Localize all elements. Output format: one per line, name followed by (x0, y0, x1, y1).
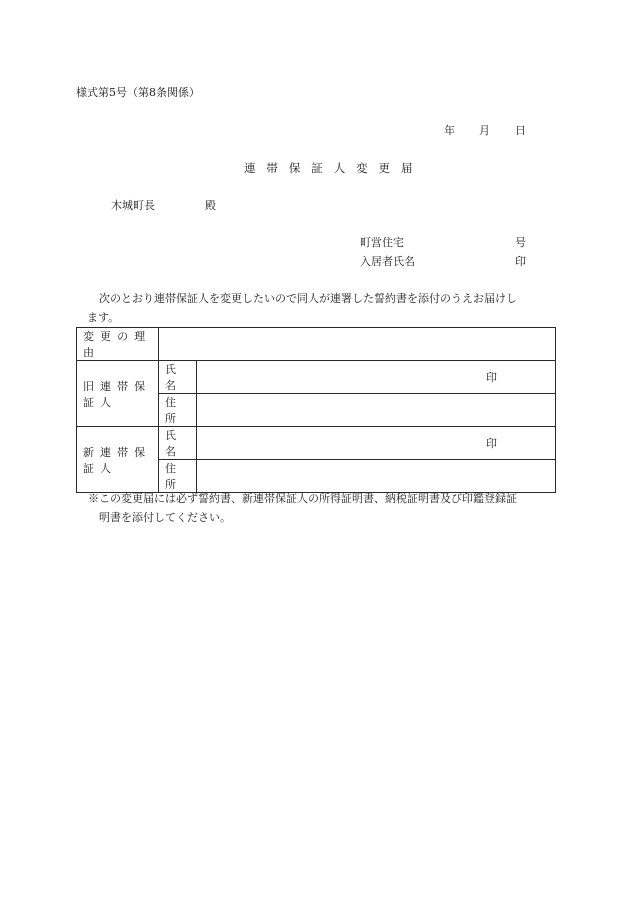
addressee-name: 木城町長 (111, 199, 155, 212)
housing-number-suffix: 号 (515, 236, 526, 249)
note-line-2: 明書を添付してください。 (99, 511, 231, 524)
date-day-label: 日 (515, 124, 526, 137)
housing-label: 町営住宅 (360, 236, 404, 249)
new-guarantor-name-label: 氏名 (159, 427, 197, 460)
reason-row (77, 328, 556, 361)
form-number: 様式第5号（第8条関係） (76, 86, 200, 99)
new-guarantor-seal-mark: 印 (486, 437, 497, 450)
old-guarantor-label: 旧連帯保証人 (77, 361, 159, 427)
new-guarantor-address-label: 住所 (159, 460, 197, 493)
old-guarantor-name-field[interactable] (197, 361, 556, 394)
old-guarantor-address-label: 住所 (159, 394, 197, 427)
date-year-label: 年 (444, 124, 455, 137)
old-guarantor-name-label: 氏名 (159, 361, 197, 394)
body-text-line-1: 次のとおり連帯保証人を変更したいので同人が連署した誓約書を添付のうえお届けし (99, 292, 517, 305)
tenant-name-label: 入居者氏名 (360, 255, 415, 268)
new-guarantor-name-row (77, 427, 556, 460)
guarantor-change-table (76, 327, 556, 493)
old-guarantor-seal-mark: 印 (486, 371, 497, 384)
body-text-line-2: ます。 (87, 311, 120, 324)
new-guarantor-label: 新連帯保証人 (77, 427, 159, 493)
document-title: 連帯保証人変更届 (244, 161, 424, 175)
date-month-label: 月 (479, 124, 490, 137)
reason-field[interactable] (159, 328, 556, 361)
new-guarantor-name-field[interactable] (197, 427, 556, 460)
tenant-seal-mark: 印 (515, 255, 526, 268)
old-guarantor-address-field[interactable] (197, 394, 556, 427)
addressee-honorific: 殿 (205, 199, 216, 212)
new-guarantor-address-field[interactable] (197, 460, 556, 493)
old-guarantor-name-row (77, 361, 556, 394)
note-line-1: ※この変更届には必ず誓約書、新連帯保証人の所得証明書、納税証明書及び印鑑登録証 (88, 492, 517, 505)
reason-label: 変更の理由 (77, 328, 159, 361)
